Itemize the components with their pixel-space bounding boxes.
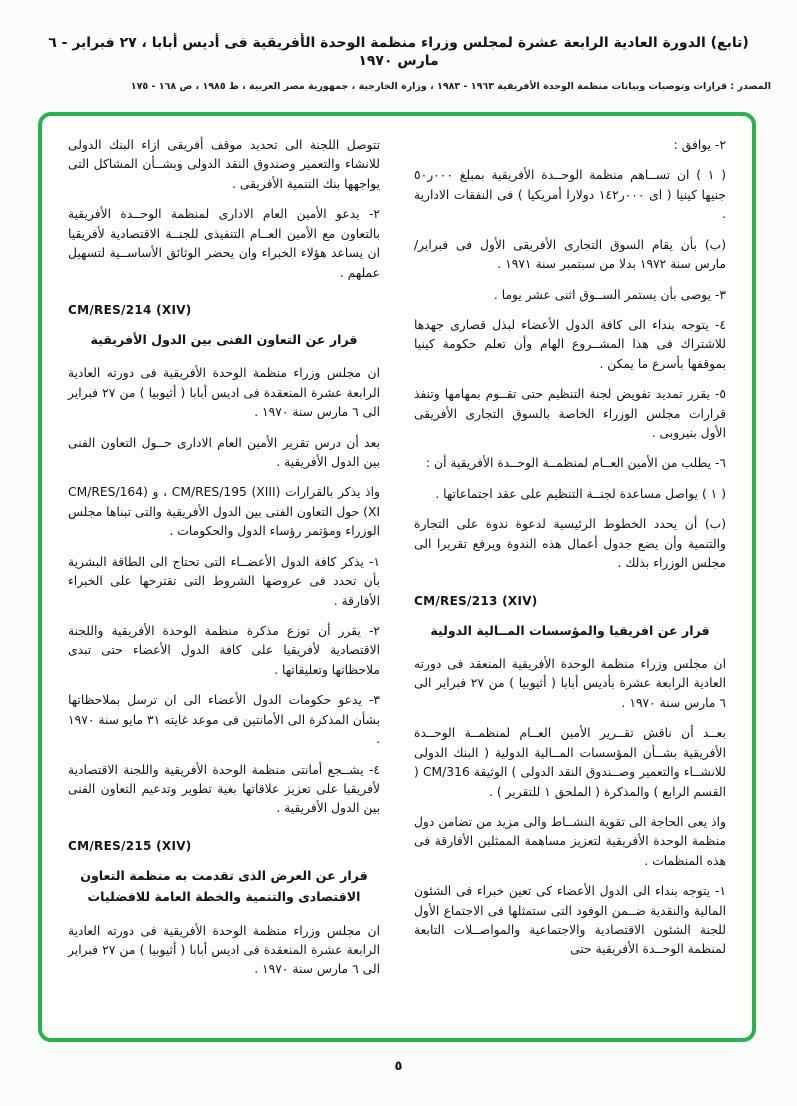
resolution-title: قرار عن التعاون الفنى بين الدول الأفريقية [90,331,358,347]
resolution-title: قرار عن العرض الذى تقدمت به منظمة التعاون الاقتصادى والتنمية والخطة العامة للافضليات [80,867,368,905]
paragraph: ان مجلس وزراء منظمة الوحدة الأفريقية فى دورته العادية الرابعة عشرة المنعقدة فى اديس أبابا ( أثيوبيا ) من ٢٧ فبراير الى ٦ مارس سنة ١٩٧٠ . [68,366,380,420]
resolution-title: قرار عن افريقيا والمؤسسات المــالية الدولية [430,622,710,638]
paragraph: ١- يذكر كافة الدول الأعضــاء التى تحتاج الى الطاقة البشرية بأن تحدد فى عروضها الشروط التى تقترحها على الخبراء الأفارقة . [68,554,380,608]
paragraph: ٣- يدعو حكومات الدول الأعضاء الى ان ترسل بملاحظاتها بشأن المذكرة الى الأمانتين فى موعد غايته ٣١ مايو سنة ١٩٧٠ . [68,693,380,747]
two-column-text [68,136,726,1022]
header-title: (تابع) الدورة العادية الرابعة عشرة لمجلس وزراء منظمة الوحدة الأفريقية فى أديس أبابا ، ٢٧ فبراير - ٦ مارس ١٩٧٠ [48,35,749,70]
paragraph: ( ١ ) ان تســاهم منظمة الوحــدة الأفريقية بمبلغ ٠٠٠ر٥٠ جنيها كينيا ( اى ٠٠٠ر١٤٢ دولارا أمريكيا ) فى النفقات الادارية . [414,168,726,222]
paragraph: ٥- يقرر تمديد تفويض لجنة التنظيم حتى تقــوم بمهامها وتنفذ قرارات مجلس الوزراء الخاصة بالسوق التجارى الأفريقى الأول بنيروبى . [414,387,726,441]
document-frame [38,112,756,1042]
paragraph: واذ يعى الحاجة الى تقوية النشــاط والى مزيد من تضامن دول منظمة الوحدة الأفريقية لتعزيز مساهمة الممثلين الأفارقة فى هذه المنظمات . [414,814,726,868]
page-number: ٥ [394,1059,403,1074]
paragraph: ٢- يقرر أن توزع مذكرة منظمة الوحدة الأفريقية واللجنة الاقتصادية لأفريقيا على كافة الدول الأعضاء حتى تبدى ملاحظاتها وتعليقاتها . [68,624,380,677]
resolution-code: CM/RES/215 (XIV) [68,838,192,853]
paragraph: تتوصل اللجنة الى تحديد موقف أفريقى ازاء البنك الدولى للانشاء والتعمير وصندوق النقد الدولى وبشــأن المشاكل التى يواجهها بنك التنمية الأفريقى . [68,138,380,191]
paragraph: ٤- يتوجه بنداء الى كافة الدول الأعضاء لبذل قصارى جهدها للاشتراك فى هذا المشــروع الهام وأن تعلم حكومة كينيا بموقفها بأسرع ما يمكن . [414,317,726,371]
paragraph: ٢- يوافق : [673,138,726,152]
paragraph: ١- يتوجه بنداء الى الدول الأعضاء كى تعين خبراء فى الشئون المالية والنقدية ضــمن الوفود التى ستمثلها فى الاجتماع الأول للجنة الشئون الاقتصادية والاجتماعية والمواصــلات التابعة لمنظمة الوحــدة الأفريقية حتى [414,884,726,957]
paragraph: بعد أن درس تقرير الأمين العام الادارى حــول التعاون الفنى بين الدول الأفريقية . [68,435,380,470]
paragraph: ٤- يشــجع أمانتى منظمة الوحدة الأفريقية واللجنة الاقتصادية لأفريقيا على تعزيز علاقاتها بغية تطوير وتدعيم التعاون الفنى بين الدول الأفريقية . [68,762,380,816]
paragraph: ٦- يطلب من الأمين العــام لمنظمــة الوحــدة الأفريقية أن : [426,456,726,471]
paragraph: ٢- يدعو الأمين العام الادارى لمنظمة الوحــدة الأفريقية بالتعاون مع الأمين العــام التنفيذى للجنــة الاقتصادية لأفريقيا ان يساعد هؤلاء الخبراء وان يحضر الوثائق الأساســية لتسهيل عملهم . [68,207,380,280]
header-source: المصدر : قرارات وتوصيات وبيانات منظمة الوحدة الأفريقية ١٩٦٣ - ١٩٨٣ ، وزارة الخارجية ، جمهورية مصر العربية ، ط ١٩٨٥ ، ص ١٦٨ - ١٧٥ [130,81,771,93]
column-left [68,136,380,1022]
paragraph: ان مجلس وزراء منظمة الوحدة الأفريقية فى دورته العادية الرابعة عشرة المنعقدة فى اديس أبابا ( أثيوبيا ) من ٢٧ فبراير الى ٦ مارس سنة ١٩٧٠ . [68,923,380,977]
paragraph: ٣- يوصى بأن يستمر الســوق اثنى عشر يوما . [493,287,726,302]
paragraph: بعــد أن ناقش تقــرير الأمين العــام لمنظمــة الوحــدة الأفريقية بشــأن المؤسسات المــالية الدولية ( البنك الدولى للانشــاء والتعمير وصــندوق النقد الدولى ) الوثيقة CM/316 ( القسم الرابع ) والمذكرة ( الملحق ١ للتقرير ) . [414,726,726,799]
paragraph: واذ يذكر بالقرارات (CM/RES/195 (XIII ، و (CM/RES/164 (XI حول التعاون الفنى بين الدول الأفريقية والتى تبناها مجلس الوزراء ومؤتمر رؤساء الدول والحكومات . [68,485,380,539]
paragraph: ان مجلس وزراء منظمة الوحدة الأفريقية المنعقد فى دورته العادية الرابعة عشرة بأديس أبابا ( أثيوبيا ) من ٢٧ فبراير الى ٦ مارس سنة ١٩٧٠ . [414,657,726,710]
paragraph: (ب) أن يحدد الخطوط الرئيسية لدعوة ندوة على التجارة والتنمية وأن يضع جدول أعمال هذه الندوة ويرفع تقريرا الى مجلس الوزراء بذلك . [414,517,726,571]
resolution-code: CM/RES/213 (XIV) [414,593,538,608]
column-right [414,136,726,1022]
page-header [26,34,771,92]
paragraph: (ب) بأن يقام السوق التجارى الأفريقى الأول فى فبراير/ مارس سنة ١٩٧٢ بدلا من سبتمبر سنة ١٩٧١ . [414,237,726,272]
resolution-code: CM/RES/214 (XIV) [68,302,192,317]
paragraph: ( ١ ) يواصل مساعدة لجنــة التنظيم على عقد اجتماعاتها . [435,486,726,501]
